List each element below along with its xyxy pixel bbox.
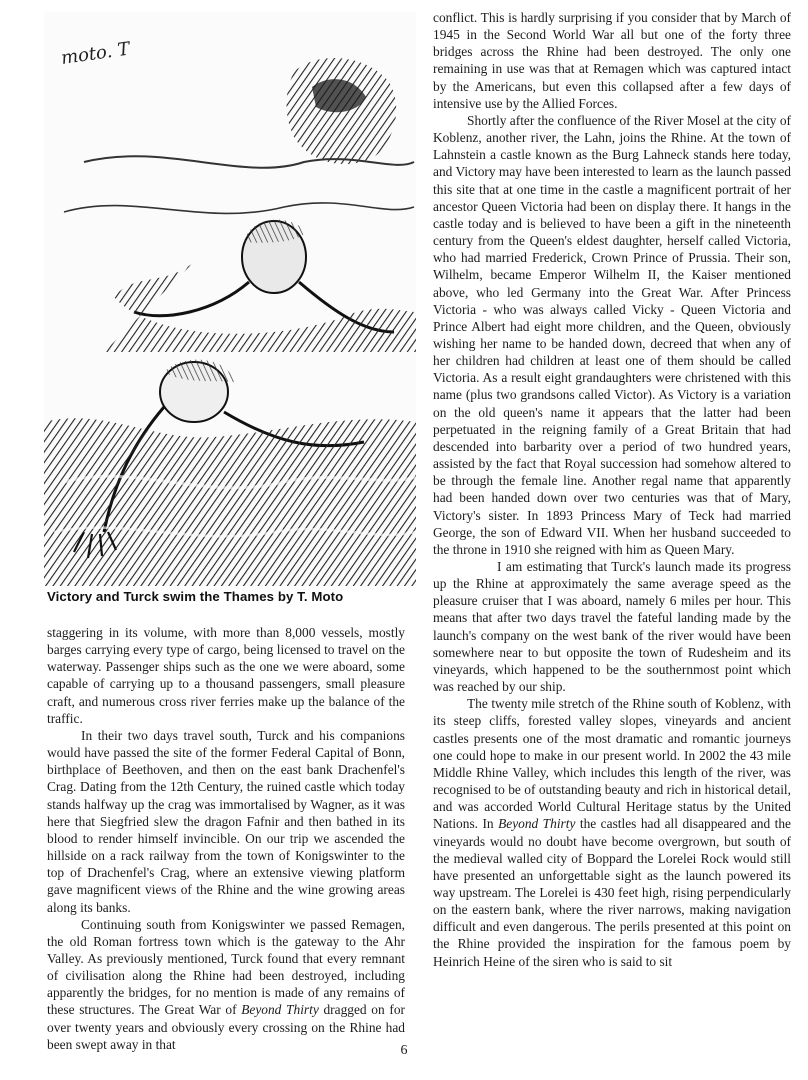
paragraph: I am estimating that Turck's launch made its progress up the Rhine at approximately the same average speed as the pleasure cruiser that I was aboard, namely 6 miles per hour. This means that after two days travel the fateful landing made by the launch's company on the west bank of the river would have been somewhere near to but opposite the town of Rudesheim and its vineyards, which happened to be the southernmost point which was reached by our ship.: [433, 559, 791, 695]
paragraph: staggering in its volume, with more than 8,000 vessels, mostly barges carrying every type of cargo, being licensed to travel on the waterway. Passenger ships such as the one we were aboard, some capable of carrying up to a thousand passengers, small pleasure craft, and numerous cross river ferries make up the balance of the traffic.: [47, 625, 405, 726]
right-column: [433, 9, 791, 970]
paragraph: In their two days travel south, Turck and his companions would have passed the site of the former Federal Capital of Bonn, birthplace of Beethoven, and then on the east bank Drachenfel's Crag. Dating from the 12th Century, the ruined castle which today stands halfway up the crag was immortalised by Wagner, as it was here that Siegfried slew the dragon Fafnir and then bathed in its blood to render himself invincible. On our trip we ascended the hillside on a rack railway from the town of Konigswinter to the top of Drachenfel's Crag, where an extensive viewing platform gave magnificent views of the Rhine and the wine growing areas along its banks.: [47, 727, 405, 915]
paragraph: Shortly after the confluence of the River Mosel at the city of Koblenz, another river, the Lahn, joins the Rhine. At the town of Lahnstein a castle known as the Burg Lahneck stands here today, and Victory may have been interested to learn as the launch passed this site that at one time in the castle a magnificent portrait of her ancestor Queen Victoria had been on display there. It hangs in the castle today and is believed to have been a gift in the nineteenth century from the Queen's eldest daughter, herself called Victoria, who had married Frederick, Crown Prince of Prussia. Their son, Wilhelm, became Emperor Wilhelm II, the Kaiser mentioned above, who led Germany into the Great War. After Princess Victoria - who was always called Vicky - Queen Victoria and Prince Albert had eight more children, and the Queen, obviously wishing her name to be handed down, decreed that when any of her children had children at least one of them should be called Victoria. As a result eight grandaughters were christened with this name (plus two grandsons called Victor). As Victory is a variation on the old queen's name it appears that the latter had been perpetuated in the reigning family of a Great Britain that had descended into barbarity over a period of two hundred years, assisted by the fact that Royal succession had somehow altered to be through the female line. Another regal name that apparently had been handed down over two centuries was that of Mary, Victory's sister. In 1893 Princess Mary of Teck had married George, the son of Edward VII. When her husband succeeded to the throne in 1910 she reigned with him as Queen Mary.: [433, 112, 791, 557]
paragraph-text: Continuing south from Konigswinter we passed Remagen, the old Roman fortress town which is the gateway to the Ahr Valley. As previously mentioned, Turck found that every remnant of civilisation along the Rhine had been destroyed, including apparently the bridges, for no mention is made of any remains of these structures. The Great War of: [47, 916, 405, 1018]
paragraph-text: The twenty mile stretch of the Rhine south of Koblenz, with its steep cliffs, forested valley slopes, vineyards and ancient castles presents one of the most dramatic and romantic journeys one could hope to make in our present world. In 2002 the 43 mile Middle Rhine Valley, which includes this length of the river, was recognised to be of outstanding beauty and rich in historical detail, and was accorded World Cultural Heritage status by the United Nations. In: [433, 696, 791, 832]
swimmers-drawing: [44, 12, 416, 586]
paragraph-text: the castles had all disappeared and the vineyards would no doubt have become overgrown, but south of the medieval walled city of Boppard the Lorelei Rock would still have presented an unforgettable sight as the launch powered its way upstream. The Lorelei is 430 feet high, rising perpendicularly on the eastern bank, where the river narrows, making navigation difficult and even dangerous. The perils presented at this point on the Rhine provided the inspiration for the famous poem by Heinrich Heine of the siren who is said to sit: [433, 816, 791, 969]
illustration: [44, 12, 416, 586]
page-number: 6: [400, 1043, 408, 1058]
paragraph: [47, 916, 405, 1053]
book-title: Beyond Thirty: [498, 816, 576, 832]
paragraph: [433, 695, 791, 970]
paragraph: conflict. This is hardly surprising if you consider that by March of 1945 in the Second World War all but one of the forty three bridges across the Rhine had been destroyed. The only one remaining in use was that at Remagen which was captured intact by the Americans, but even this collapsed after a few days of intensive use by the Allied Forces.: [433, 10, 791, 111]
book-title: Beyond Thirty: [241, 1002, 319, 1018]
left-column: [47, 624, 405, 1053]
paragraph-text: dragged on for over twenty years and obviously every crossing on the Rhine had been swept away in that: [47, 1002, 405, 1052]
figure-caption: Victory and Turck swim the Thames by T. Moto: [47, 589, 344, 604]
signature: moto. T: [59, 38, 132, 69]
